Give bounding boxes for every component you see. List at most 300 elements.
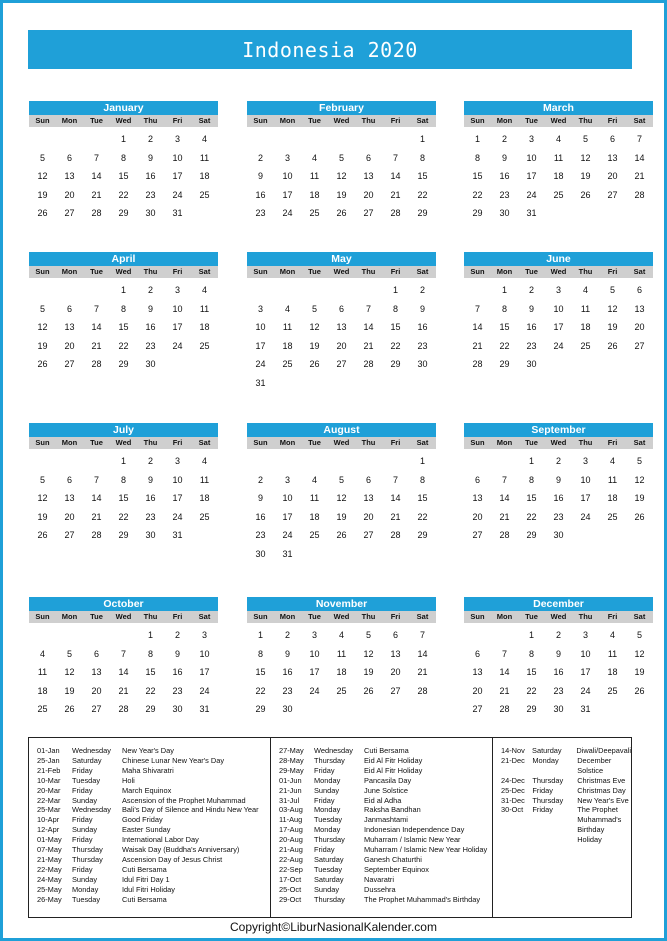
holiday-name: The Prophet Muhammad's Birthday xyxy=(364,894,481,904)
day-cell: 11 xyxy=(607,648,618,659)
day-cell: 8 xyxy=(474,152,480,163)
holiday-row xyxy=(271,805,492,815)
holiday-date: 17-Oct xyxy=(279,874,302,884)
day-cell: 21 xyxy=(91,189,102,200)
holiday-date: 22-May xyxy=(37,864,62,874)
day-cell: 17 xyxy=(282,189,293,200)
day-cell: 5 xyxy=(636,456,642,466)
day-cell: 28 xyxy=(118,704,129,714)
day-cell: 16 xyxy=(145,171,156,181)
weekday-label: Wed xyxy=(550,612,567,621)
weekday-label: Tue xyxy=(90,612,103,621)
day-cell: 3 xyxy=(257,303,263,314)
day-cell: 14 xyxy=(472,322,483,332)
empty-cell xyxy=(274,130,301,149)
day-cell: 29 xyxy=(145,704,156,714)
holiday-date: 21-Jun xyxy=(279,785,302,795)
day-cell: 12 xyxy=(37,171,48,181)
day-cell: 8 xyxy=(501,303,507,314)
day-cell: 6 xyxy=(636,285,642,295)
empty-cell xyxy=(491,452,518,471)
empty-cell xyxy=(301,452,328,471)
holiday-date: 25-May xyxy=(37,884,62,894)
day-cell: 3 xyxy=(284,474,290,485)
day-cell: 23 xyxy=(417,340,428,351)
weekday-label: Tue xyxy=(525,612,538,621)
holiday-weekday: Friday xyxy=(72,864,93,874)
weekday-label: Tue xyxy=(525,438,538,447)
empty-cell xyxy=(29,452,56,471)
day-cell: 18 xyxy=(282,340,293,351)
day-cell: 22 xyxy=(417,189,428,200)
holiday-name: Muharram / Islamic New Year Holiday xyxy=(364,845,488,855)
day-cell: 25 xyxy=(199,511,210,522)
holiday-name: Ganesh Chaturthi xyxy=(364,854,422,864)
weekday-label: Mon xyxy=(279,438,296,447)
holiday-row xyxy=(271,885,492,895)
day-cell: 4 xyxy=(201,285,207,295)
weekday-label: Tue xyxy=(308,438,321,447)
day-cell: 14 xyxy=(91,322,102,332)
holiday-row xyxy=(493,805,631,845)
day-cell: 12 xyxy=(363,648,374,659)
empty-cell xyxy=(464,452,491,471)
weekday-label: Fri xyxy=(390,116,401,125)
day-cell: 11 xyxy=(199,474,210,485)
day-cell: 26 xyxy=(37,359,48,369)
day-cell: 6 xyxy=(474,648,480,659)
day-cell: 13 xyxy=(472,667,483,677)
weekday-label: Mon xyxy=(496,438,513,447)
day-cell: 4 xyxy=(609,456,615,466)
weekday-label: Sat xyxy=(633,267,646,276)
holiday-name: September Equinox xyxy=(364,864,429,874)
day-cell: 10 xyxy=(282,493,293,503)
day-cell: 13 xyxy=(607,152,618,163)
day-cell: 24 xyxy=(172,340,183,351)
calendar-title: Indonesia 2020 xyxy=(28,30,632,69)
month-march xyxy=(464,101,653,223)
day-cell: 15 xyxy=(526,667,537,677)
day-cell: 20 xyxy=(390,667,401,677)
day-cell: 10 xyxy=(526,152,537,163)
holiday-row xyxy=(271,756,492,766)
day-cell: 15 xyxy=(118,322,129,332)
day-cell: 17 xyxy=(172,493,183,503)
day-cell: 23 xyxy=(255,530,266,540)
weekday-label: Wed xyxy=(550,116,567,125)
day-grid xyxy=(464,281,653,374)
day-cell: 5 xyxy=(39,303,45,314)
weekday-label: Wed xyxy=(333,612,350,621)
weekday-label: Sun xyxy=(253,612,268,621)
holiday-name: Eid Al Fitr Holiday xyxy=(364,765,423,775)
day-cell: 28 xyxy=(417,685,428,696)
day-cell: 4 xyxy=(201,456,207,466)
empty-cell xyxy=(247,452,274,471)
weekday-label: Wed xyxy=(115,612,132,621)
month-title: May xyxy=(247,252,436,266)
weekday-header xyxy=(464,437,653,449)
weekday-label: Wed xyxy=(115,267,132,276)
day-cell: 27 xyxy=(64,208,75,218)
day-cell: 14 xyxy=(499,493,510,503)
day-cell: 30 xyxy=(145,359,156,369)
holiday-date: 26-May xyxy=(37,894,62,904)
day-cell: 29 xyxy=(499,359,510,369)
weekday-label: Fri xyxy=(172,267,183,276)
day-cell: 14 xyxy=(634,152,645,163)
holiday-weekday: Friday xyxy=(314,795,335,805)
empty-cell xyxy=(464,626,491,645)
day-cell: 25 xyxy=(607,685,618,696)
day-cell: 13 xyxy=(91,667,102,677)
holiday-row xyxy=(271,835,492,845)
day-cell: 2 xyxy=(501,134,507,144)
day-cell: 6 xyxy=(392,630,398,640)
weekday-label: Sun xyxy=(35,116,50,125)
holiday-weekday: Monday xyxy=(314,825,341,835)
day-cell: 29 xyxy=(118,208,129,218)
day-cell: 24 xyxy=(580,685,591,696)
day-cell: 7 xyxy=(120,648,126,659)
day-cell: 16 xyxy=(417,322,428,332)
day-cell: 5 xyxy=(338,152,344,163)
day-cell: 10 xyxy=(172,303,183,314)
day-grid xyxy=(29,281,218,374)
holiday-name: Idul Fitri Day 1 xyxy=(122,874,170,884)
holiday-column-2 xyxy=(271,738,493,917)
month-february xyxy=(247,101,436,223)
day-cell: 4 xyxy=(284,303,290,314)
day-cell: 3 xyxy=(174,134,180,144)
day-cell: 17 xyxy=(282,511,293,522)
day-cell: 1 xyxy=(120,285,126,295)
day-cell: 7 xyxy=(392,152,398,163)
day-cell: 1 xyxy=(528,630,534,640)
holiday-column-1 xyxy=(29,738,271,917)
holiday-name: New Year's Eve xyxy=(577,795,629,805)
day-cell: 9 xyxy=(555,474,561,485)
day-cell: 12 xyxy=(607,303,618,314)
empty-cell xyxy=(382,130,409,149)
day-cell: 23 xyxy=(282,685,293,696)
day-cell: 19 xyxy=(363,667,374,677)
day-cell: 21 xyxy=(390,189,401,200)
day-cell: 24 xyxy=(282,530,293,540)
day-grid xyxy=(464,452,653,545)
weekday-label: Thu xyxy=(143,612,158,621)
day-cell: 22 xyxy=(145,685,156,696)
holiday-row xyxy=(29,776,270,786)
day-cell: 25 xyxy=(580,340,591,351)
holiday-row xyxy=(29,815,270,825)
day-cell: 13 xyxy=(363,493,374,503)
month-july xyxy=(29,423,218,545)
day-cell: 21 xyxy=(91,340,102,351)
day-cell: 29 xyxy=(118,359,129,369)
day-cell: 30 xyxy=(526,359,537,369)
day-cell: 14 xyxy=(91,493,102,503)
month-october xyxy=(29,597,218,719)
month-january xyxy=(29,101,218,223)
holiday-row xyxy=(29,805,270,815)
day-cell: 5 xyxy=(311,303,317,314)
day-cell: 23 xyxy=(145,511,156,522)
weekday-label: Mon xyxy=(279,267,296,276)
holiday-weekday: Thursday xyxy=(314,755,345,765)
day-cell: 21 xyxy=(499,685,510,696)
weekday-label: Thu xyxy=(578,612,593,621)
day-cell: 13 xyxy=(336,322,347,332)
day-cell: 25 xyxy=(607,511,618,522)
day-cell: 30 xyxy=(145,208,156,218)
holiday-row xyxy=(271,895,492,905)
day-cell: 30 xyxy=(145,530,156,540)
holiday-name: Holi xyxy=(122,775,135,785)
weekday-label: Sun xyxy=(253,116,268,125)
weekday-label: Wed xyxy=(115,438,132,447)
day-cell: 15 xyxy=(118,171,129,181)
empty-cell xyxy=(274,281,301,300)
weekday-label: Fri xyxy=(607,612,618,621)
weekday-label: Fri xyxy=(390,267,401,276)
empty-cell xyxy=(328,130,355,149)
holiday-date: 12-Apr xyxy=(37,825,60,835)
day-cell: 9 xyxy=(501,152,507,163)
day-cell: 22 xyxy=(118,511,129,522)
weekday-header xyxy=(464,266,653,278)
day-cell: 20 xyxy=(363,189,374,200)
day-cell: 4 xyxy=(555,134,561,144)
day-cell: 16 xyxy=(255,189,266,200)
weekday-label: Wed xyxy=(550,267,567,276)
holiday-weekday: Thursday xyxy=(314,835,345,845)
day-cell: 29 xyxy=(390,359,401,369)
day-cell: 29 xyxy=(526,704,537,714)
day-cell: 7 xyxy=(392,474,398,485)
day-cell: 19 xyxy=(634,493,645,503)
month-title: March xyxy=(464,101,653,115)
holiday-date: 21-May xyxy=(37,854,62,864)
month-title: February xyxy=(247,101,436,115)
holiday-row xyxy=(29,895,270,905)
day-cell: 1 xyxy=(120,134,126,144)
holiday-name: Pancasila Day xyxy=(364,775,412,785)
day-cell: 18 xyxy=(607,667,618,677)
holiday-row xyxy=(271,855,492,865)
weekday-label: Sun xyxy=(253,267,268,276)
day-cell: 2 xyxy=(257,152,263,163)
weekday-label: Tue xyxy=(525,116,538,125)
day-cell: 28 xyxy=(363,359,374,369)
copyright-text: Copyright©LiburNasionalKalender.com xyxy=(230,920,437,934)
day-cell: 4 xyxy=(201,134,207,144)
day-cell: 13 xyxy=(363,171,374,181)
day-cell: 24 xyxy=(199,685,210,696)
day-cell: 21 xyxy=(417,667,428,677)
day-cell: 22 xyxy=(499,340,510,351)
weekday-label: Sun xyxy=(470,612,485,621)
empty-cell xyxy=(491,626,518,645)
holiday-name: Idul Fitri Holiday xyxy=(122,884,175,894)
holiday-name: Bali's Day of Silence and Hindu New Year xyxy=(122,805,259,815)
weekday-label: Wed xyxy=(115,116,132,125)
weekday-label: Thu xyxy=(578,267,593,276)
month-april xyxy=(29,252,218,374)
day-cell: 12 xyxy=(64,667,75,677)
day-cell: 3 xyxy=(528,134,534,144)
holiday-name: International Labor Day xyxy=(122,835,199,845)
day-cell: 10 xyxy=(580,648,591,659)
month-title: January xyxy=(29,101,218,115)
holiday-row xyxy=(493,796,631,806)
day-cell: 25 xyxy=(553,189,564,200)
holiday-name: Good Friday xyxy=(122,815,163,825)
day-cell: 13 xyxy=(634,303,645,314)
holiday-row xyxy=(29,746,270,756)
day-cell: 16 xyxy=(172,667,183,677)
day-cell: 26 xyxy=(37,208,48,218)
empty-cell xyxy=(355,452,382,471)
day-cell: 30 xyxy=(172,704,183,714)
holiday-date: 31-Jul xyxy=(279,795,300,805)
holiday-name: Cuti Bersama xyxy=(122,864,167,874)
day-cell: 19 xyxy=(634,667,645,677)
day-cell: 3 xyxy=(582,456,588,466)
day-cell: 21 xyxy=(363,340,374,351)
weekday-label: Mon xyxy=(496,267,513,276)
weekday-header xyxy=(464,611,653,623)
day-cell: 26 xyxy=(363,685,374,696)
day-cell: 19 xyxy=(580,171,591,181)
holiday-date: 24-May xyxy=(37,874,62,884)
weekday-label: Mon xyxy=(61,267,78,276)
holiday-row xyxy=(271,776,492,786)
day-cell: 1 xyxy=(528,456,534,466)
weekday-label: Mon xyxy=(496,612,513,621)
empty-cell xyxy=(56,130,83,149)
day-cell: 7 xyxy=(419,630,425,640)
month-title: December xyxy=(464,597,653,611)
weekday-label: Tue xyxy=(308,612,321,621)
month-september xyxy=(464,423,653,545)
day-cell: 16 xyxy=(145,493,156,503)
holiday-name: Ascension of the Prophet Muhammad xyxy=(122,795,246,805)
day-cell: 10 xyxy=(282,171,293,181)
holiday-weekday: Tuesday xyxy=(72,775,101,785)
day-cell: 23 xyxy=(499,189,510,200)
day-cell: 23 xyxy=(553,511,564,522)
day-cell: 19 xyxy=(37,340,48,351)
day-cell: 2 xyxy=(257,474,263,485)
day-cell: 3 xyxy=(284,152,290,163)
holiday-date: 27-May xyxy=(279,746,304,755)
empty-cell xyxy=(83,281,110,300)
day-cell: 31 xyxy=(172,530,183,540)
empty-cell xyxy=(56,626,83,645)
holiday-weekday: Friday xyxy=(72,785,93,795)
day-cell: 23 xyxy=(172,685,183,696)
weekday-label: Sat xyxy=(198,267,211,276)
holiday-date: 10-Mar xyxy=(37,775,61,785)
day-cell: 17 xyxy=(255,340,266,351)
holiday-weekday: Wednesday xyxy=(72,805,111,815)
holiday-weekday: Friday xyxy=(314,845,335,855)
day-cell: 9 xyxy=(284,648,290,659)
day-cell: 30 xyxy=(553,530,564,540)
day-cell: 7 xyxy=(93,303,99,314)
holiday-weekday: Sunday xyxy=(314,785,340,795)
month-december xyxy=(464,597,653,719)
month-title: August xyxy=(247,423,436,437)
holiday-weekday: Friday xyxy=(532,805,553,815)
holiday-name: New Year's Day xyxy=(122,746,174,755)
holiday-weekday: Thursday xyxy=(314,894,345,904)
holiday-date: 30-Oct xyxy=(501,805,524,815)
day-cell: 20 xyxy=(64,340,75,351)
day-cell: 18 xyxy=(37,685,48,696)
weekday-label: Fri xyxy=(172,116,183,125)
day-cell: 6 xyxy=(93,648,99,659)
weekday-label: Mon xyxy=(279,116,296,125)
day-cell: 2 xyxy=(528,285,534,295)
day-cell: 27 xyxy=(363,530,374,540)
day-cell: 14 xyxy=(390,493,401,503)
holiday-row xyxy=(29,786,270,796)
day-cell: 19 xyxy=(37,511,48,522)
empty-cell xyxy=(355,130,382,149)
day-cell: 10 xyxy=(199,648,210,659)
weekday-label: Wed xyxy=(333,116,350,125)
holiday-name: The Prophet Muhammad's Birthday Holiday xyxy=(577,805,622,845)
holiday-name: March Equinox xyxy=(122,785,172,795)
day-cell: 18 xyxy=(309,189,320,200)
day-cell: 7 xyxy=(501,474,507,485)
day-cell: 15 xyxy=(118,493,129,503)
day-cell: 28 xyxy=(390,530,401,540)
holiday-column-3 xyxy=(493,738,631,917)
day-cell: 22 xyxy=(526,685,537,696)
day-cell: 20 xyxy=(472,685,483,696)
day-cell: 12 xyxy=(634,648,645,659)
day-cell: 26 xyxy=(607,340,618,351)
holiday-weekday: Saturday xyxy=(532,746,562,755)
holiday-weekday: Friday xyxy=(72,815,93,825)
holiday-name: Eid al Adha xyxy=(364,795,402,805)
day-cell: 9 xyxy=(147,303,153,314)
day-cell: 29 xyxy=(118,530,129,540)
weekday-label: Mon xyxy=(279,612,296,621)
day-cell: 15 xyxy=(417,171,428,181)
day-cell: 8 xyxy=(419,474,425,485)
day-cell: 24 xyxy=(309,685,320,696)
month-title: September xyxy=(464,423,653,437)
day-cell: 1 xyxy=(419,134,425,144)
holiday-date: 14-Nov xyxy=(501,746,525,755)
day-cell: 26 xyxy=(64,704,75,714)
empty-cell xyxy=(247,130,274,149)
day-cell: 8 xyxy=(419,152,425,163)
day-cell: 2 xyxy=(174,630,180,640)
day-cell: 29 xyxy=(472,208,483,218)
day-cell: 16 xyxy=(553,493,564,503)
weekday-label: Thu xyxy=(361,116,376,125)
day-cell: 25 xyxy=(282,359,293,369)
day-cell: 22 xyxy=(526,511,537,522)
empty-cell xyxy=(29,626,56,645)
day-cell: 31 xyxy=(172,208,183,218)
